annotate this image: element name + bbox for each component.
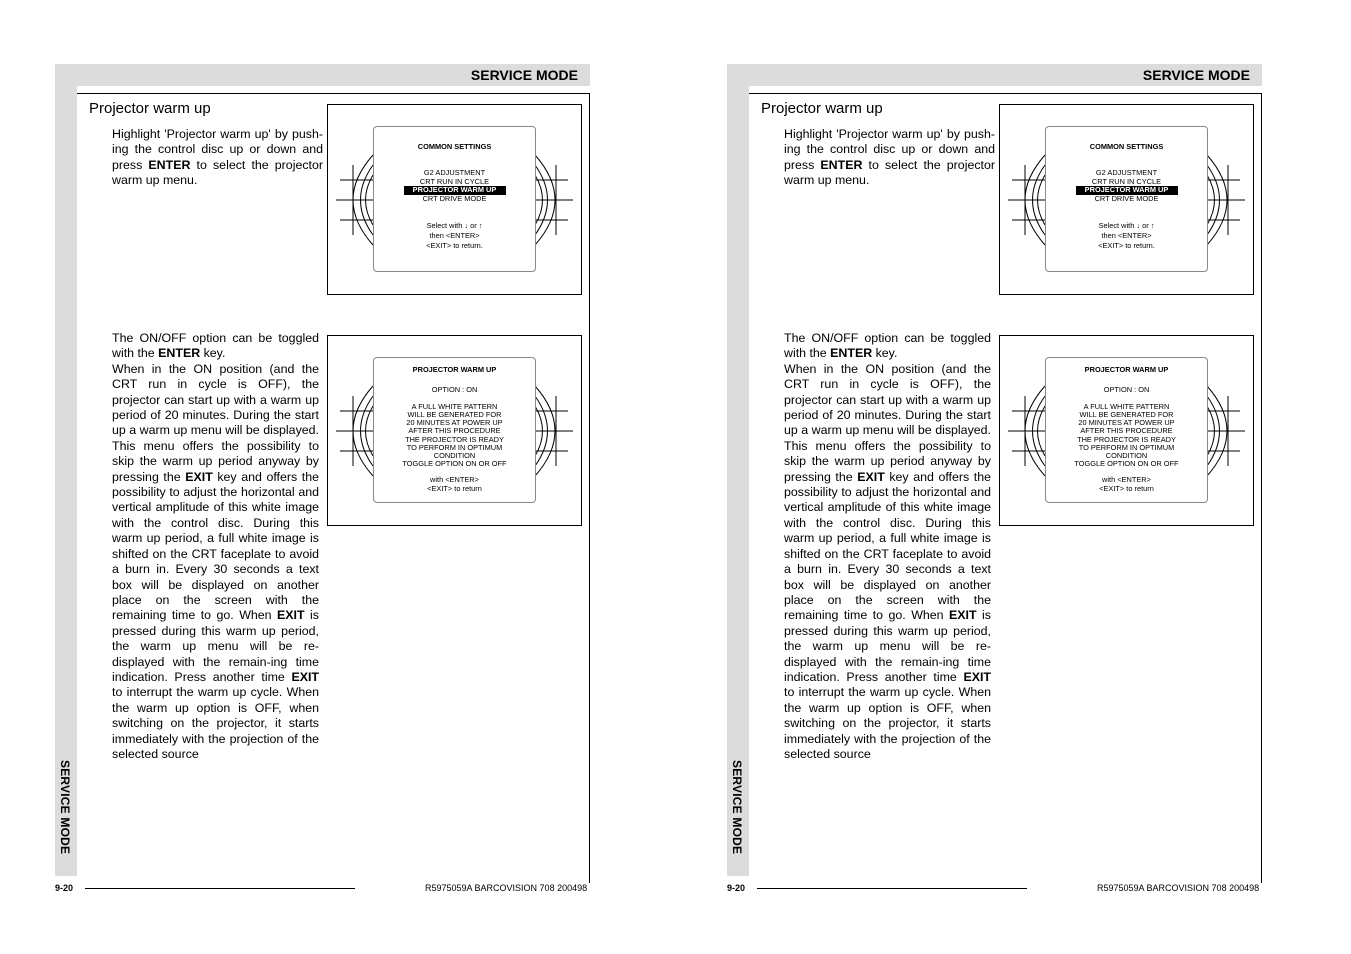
menu-item-projector-warm-up[interactable]: PROJECTOR WARM UP [404,186,506,194]
menu-item-crt-drive-mode[interactable]: CRT DRIVE MODE [1094,193,1159,203]
instr-enter: with <ENTER> [1102,475,1151,485]
desc-line: CONDITION [1105,451,1148,461]
desc-line: TO PERFORM IN OPTIMUM [1078,442,1175,452]
header-title: SERVICE MODE [1142,67,1250,83]
frame-top-rule [77,93,590,94]
page-number: 9-20 [55,883,74,893]
osd-instructions [1046,221,1207,251]
osd-menu-box [373,357,536,503]
header-bar [749,64,1262,86]
manual-page-left [55,0,615,954]
manual-page-right [727,0,1287,954]
side-tab-label: SERVICE MODE [58,760,72,855]
side-tab [727,64,749,876]
section-title: Projector warm up [89,100,211,117]
menu-item-g2-adjustment[interactable]: G2 ADJUSTMENT [1095,168,1158,178]
osd-menu-title: PROJECTOR WARM UP [412,365,497,374]
intro-paragraph: Highlight 'Projector warm up' by push-ing the control disc up or down and press ENTER to select the projector warm up menu. [112,127,324,188]
menu-figure-common-settings [999,104,1254,295]
desc-line: AFTER THIS PROCEDURE [408,426,501,436]
desc-line: THE PROJECTOR IS READY [405,434,504,444]
instr-enter: then <ENTER> [429,231,480,241]
osd-menu-title: COMMON SETTINGS [1089,142,1164,151]
osd-description [1046,403,1207,469]
desc-line: CONDITION [433,451,476,461]
osd-instructions [374,476,535,493]
frame-top-rule [749,93,1262,94]
osd-menu-box [373,126,536,272]
frame-right-rule [1261,93,1262,883]
option-value[interactable]: OPTION : ON [1103,385,1150,395]
osd-description [374,403,535,469]
side-tab [55,64,77,876]
instr-select: Select with ↓ or ↑ [426,221,483,231]
desc-line: THE PROJECTOR IS READY [1077,434,1176,444]
menu-figure-projector-warm-up [999,335,1254,526]
menu-figure-common-settings [327,104,582,295]
header-title: SERVICE MODE [470,67,578,83]
instr-select: Select with ↓ or ↑ [1098,221,1155,231]
footer-rule [757,888,1027,889]
desc-line: WILL BE GENERATED FOR [407,410,502,420]
footer-reference: R5975059A BARCOVISION 708 200498 [425,883,588,893]
footer-rule [85,888,355,889]
instr-enter: with <ENTER> [430,475,479,485]
body-paragraph: The ON/OFF option can be toggled with the ENTER key. When in the ON position (and the CRT run in cycle is OFF), the projector can start up with a warm up period of 20 minutes. During the start up a warm up menu will be displayed. This menu offers the possibility to skip the warm up period anyway by pressing the EXIT key and offers the possibility to adjust the horizontal and vertical amplitude of this white image with the control disc. During this warm up period, a full white image is shifted on the CRT faceplate to avoid a burn in. Every 30 seconds a text box will be displayed on another place on the screen with the remaining time to go. When EXIT is pressed during this warm up period, the warm up menu will be re-displayed with the remain-ing time indication. Press another time EXIT to interrupt the warm up cycle. When the warm up option is OFF, when switching on the projector, it starts immediately with the projection of the selected source [784,331,992,761]
menu-figure-projector-warm-up [327,335,582,526]
footer-reference: R5975059A BARCOVISION 708 200498 [1097,883,1260,893]
desc-line: A FULL WHITE PATTERN [1083,401,1170,411]
option-value[interactable]: OPTION : ON [431,385,478,395]
intro-paragraph: Highlight 'Projector warm up' by push-ing the control disc up or down and press ENTER to select the projector warm up menu. [784,127,996,188]
instr-exit: <EXIT> to return. [426,241,483,251]
menu-item-crt-run-in-cycle[interactable]: CRT RUN IN CYCLE [1091,176,1162,186]
frame-right-rule [589,93,590,883]
header-bar [77,64,590,86]
desc-line: TOGGLE OPTION ON OR OFF [402,459,507,469]
desc-line: TOGGLE OPTION ON OR OFF [1074,459,1179,469]
body-paragraph: The ON/OFF option can be toggled with the ENTER key. When in the ON position (and the CRT run in cycle is OFF), the projector can start up with a warm up period of 20 minutes. During the start up a warm up menu will be displayed. This menu offers the possibility to skip the warm up period anyway by pressing the EXIT key and offers the possibility to adjust the horizontal and vertical amplitude of this white image with the control disc. During this warm up period, a full white image is shifted on the CRT faceplate to avoid a burn in. Every 30 seconds a text box will be displayed on another place on the screen with the remaining time to go. When EXIT is pressed during this warm up period, the warm up menu will be re-displayed with the remain-ing time indication. Press another time EXIT to interrupt the warm up cycle. When the warm up option is OFF, when switching on the projector, it starts immediately with the projection of the selected source [112,331,320,761]
menu-item-crt-run-in-cycle[interactable]: CRT RUN IN CYCLE [419,176,490,186]
menu-item-projector-warm-up[interactable]: PROJECTOR WARM UP [1076,186,1178,194]
desc-line: A FULL WHITE PATTERN [411,401,498,411]
menu-item-crt-drive-mode[interactable]: CRT DRIVE MODE [422,193,487,203]
osd-menu-title: COMMON SETTINGS [417,142,492,151]
desc-line: 20 MINUTES AT POWER UP [406,418,503,428]
desc-line: WILL BE GENERATED FOR [1079,410,1174,420]
desc-line: AFTER THIS PROCEDURE [1080,426,1173,436]
desc-line: TO PERFORM IN OPTIMUM [406,442,503,452]
osd-menu-title: PROJECTOR WARM UP [1084,365,1169,374]
instr-exit: <EXIT> to return [427,483,482,493]
osd-instructions [1046,476,1207,493]
page-number: 9-20 [727,883,746,893]
desc-line: 20 MINUTES AT POWER UP [1078,418,1175,428]
osd-menu-box [1045,357,1208,503]
osd-menu-box [1045,126,1208,272]
instr-exit: <EXIT> to return [1099,483,1154,493]
osd-instructions [374,221,535,251]
side-tab-label: SERVICE MODE [730,760,744,855]
menu-item-g2-adjustment[interactable]: G2 ADJUSTMENT [423,168,486,178]
instr-exit: <EXIT> to return. [1098,241,1155,251]
section-title: Projector warm up [761,100,883,117]
instr-enter: then <ENTER> [1101,231,1152,241]
